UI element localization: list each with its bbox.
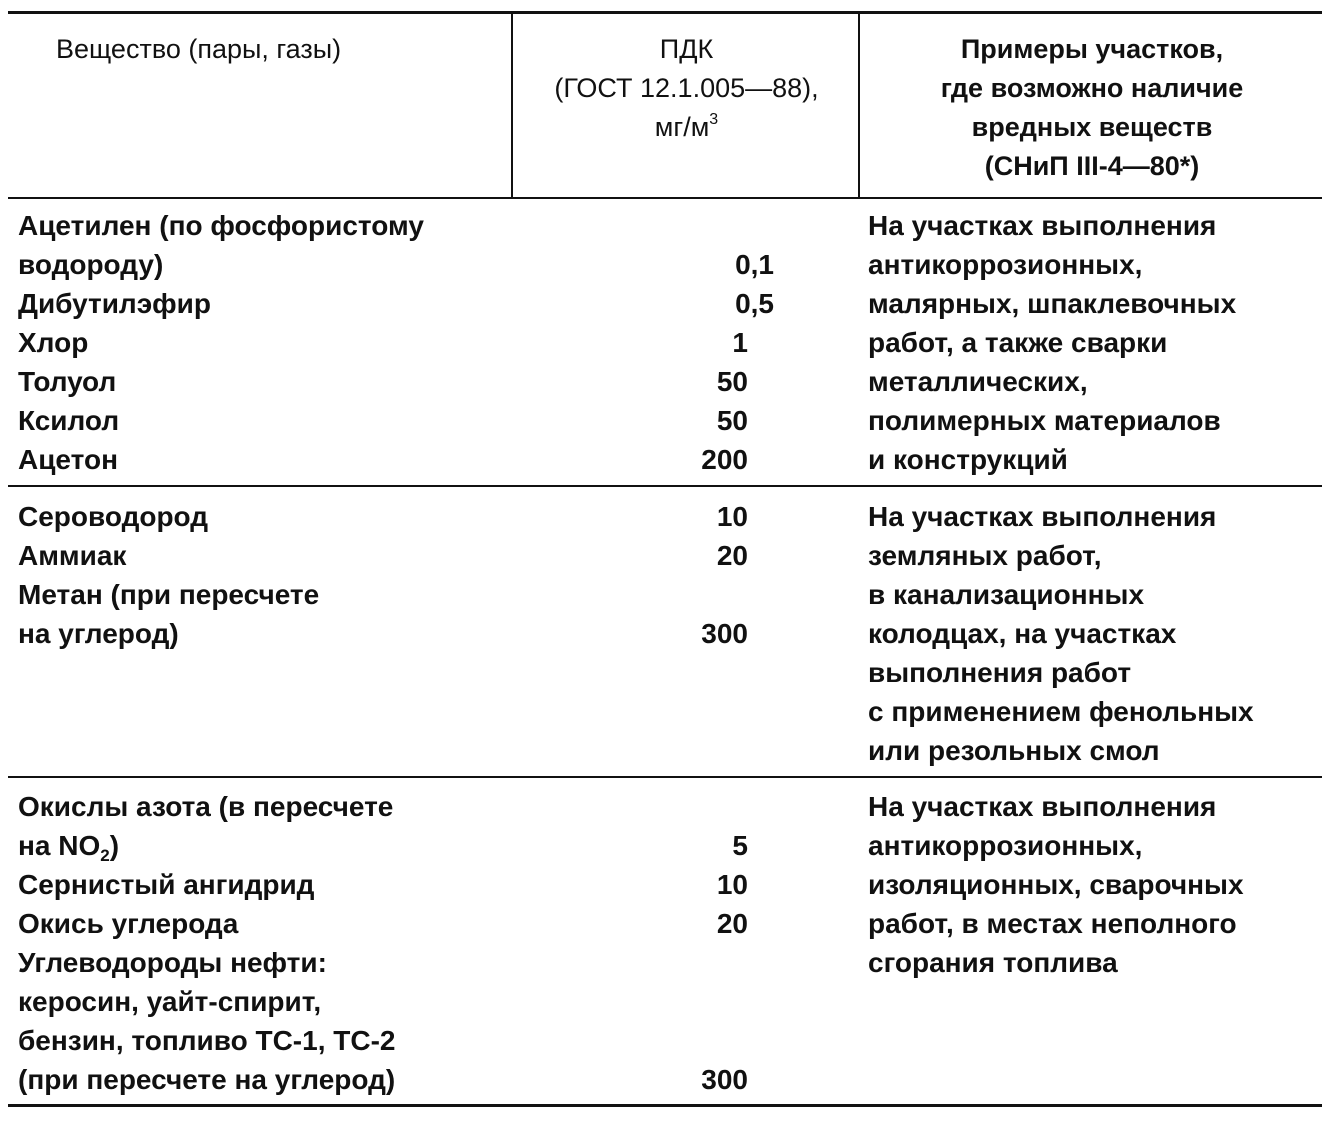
header-mac-unit	[514, 108, 859, 147]
example-description-line: выполнения работ	[868, 657, 1132, 688]
example-description-line: и конструкций	[868, 444, 1068, 475]
mac-value: 300	[701, 618, 748, 649]
substance-name: Ксилол	[18, 405, 120, 436]
substance-name: Метан (при пересчете	[18, 579, 320, 610]
example-description-line: сгорания топлива	[868, 947, 1118, 978]
substance-name-no2	[18, 826, 119, 865]
substance-name: Хлор	[18, 327, 89, 358]
substance-name-tail: )	[109, 830, 120, 861]
example-description-line: полимерных материалов	[868, 405, 1221, 436]
example-description-line: На участках выполнения	[868, 210, 1217, 241]
example-description-line: или резольных смол	[868, 735, 1160, 766]
substance-name: водороду)	[18, 249, 164, 280]
substance-name: Углеводороды нефти:	[18, 947, 327, 978]
header-bottom-rule	[8, 197, 1322, 199]
header-examples-line: где возможно наличие	[940, 73, 1244, 103]
mac-value: 300	[701, 1064, 748, 1095]
example-description-line: антикоррозионных,	[868, 249, 1143, 280]
group-2-bottom-rule	[8, 776, 1322, 778]
substance-name: Окислы азота (в пересчете	[18, 791, 394, 822]
example-description-line: металлических,	[868, 366, 1088, 397]
header-mac-unit-exp: 3	[709, 111, 719, 128]
header-mac-unit-base: мг/м	[654, 112, 710, 142]
header-examples-line: Примеры участков,	[960, 34, 1224, 64]
header-examples-line: вредных веществ	[971, 112, 1213, 142]
substance-name: Аммиак	[18, 540, 127, 571]
mac-value: 0,5	[735, 288, 774, 319]
example-description-line: земляных работ,	[868, 540, 1102, 571]
example-description-line: На участках выполнения	[868, 501, 1217, 532]
group-1-bottom-rule	[8, 485, 1322, 487]
example-description-line: На участках выполнения	[868, 791, 1217, 822]
substance-name: Дибутилэфир	[18, 288, 211, 319]
example-description-line: колодцах, на участках	[868, 618, 1177, 649]
header-substance-label: Вещество (пары, газы)	[56, 34, 342, 64]
header-divider-1	[511, 12, 513, 198]
header-examples	[862, 30, 1322, 186]
example-description-line: с применением фенольных	[868, 696, 1254, 727]
header-mac-title: ПДК	[659, 34, 714, 64]
mac-value: 20	[716, 540, 748, 571]
mac-value: 1	[732, 327, 748, 358]
example-description-line: работ, в местах неполного	[868, 908, 1237, 939]
mac-value: 10	[716, 869, 748, 900]
substance-name: Окись углерода	[18, 908, 239, 939]
substance-name: Сероводород	[18, 501, 209, 532]
mac-value: 20	[716, 908, 748, 939]
substance-name: керосин, уайт-спирит,	[18, 986, 322, 1017]
mac-value: 50	[716, 405, 748, 436]
substance-name-base: на NO	[18, 830, 101, 861]
example-description-line: изоляционных, сварочных	[868, 869, 1244, 900]
example-description-line: в канализационных	[868, 579, 1145, 610]
table-bottom-rule	[8, 1104, 1322, 1107]
mac-value: 200	[701, 444, 748, 475]
mac-value: 0,1	[735, 249, 774, 280]
mac-value: 10	[716, 501, 748, 532]
substance-name: Ацетон	[18, 444, 118, 475]
example-description-line: малярных, шпаклевочных	[868, 288, 1237, 319]
substance-name: Толуол	[18, 366, 117, 397]
substance-name: Сернистый ангидрид	[18, 869, 315, 900]
header-mac	[514, 30, 859, 147]
header-examples-line: (СНиП III-4—80*)	[984, 151, 1200, 181]
header-substance	[56, 30, 341, 69]
substance-name-subscript: 2	[100, 846, 110, 865]
substance-name: бензин, топливо ТС-1, ТС-2	[18, 1025, 396, 1056]
mac-value: 50	[716, 366, 748, 397]
substance-name: на углерод)	[18, 618, 179, 649]
substance-name: Ацетилен (по фосфористому	[18, 210, 424, 241]
substance-name: (при пересчете на углерод)	[18, 1064, 396, 1095]
header-mac-standard: (ГОСТ 12.1.005—88),	[554, 73, 819, 103]
example-description-line: антикоррозионных,	[868, 830, 1143, 861]
example-description-line: работ, а также сварки	[868, 327, 1168, 358]
table-top-rule	[8, 11, 1322, 14]
mac-value: 5	[732, 830, 748, 861]
